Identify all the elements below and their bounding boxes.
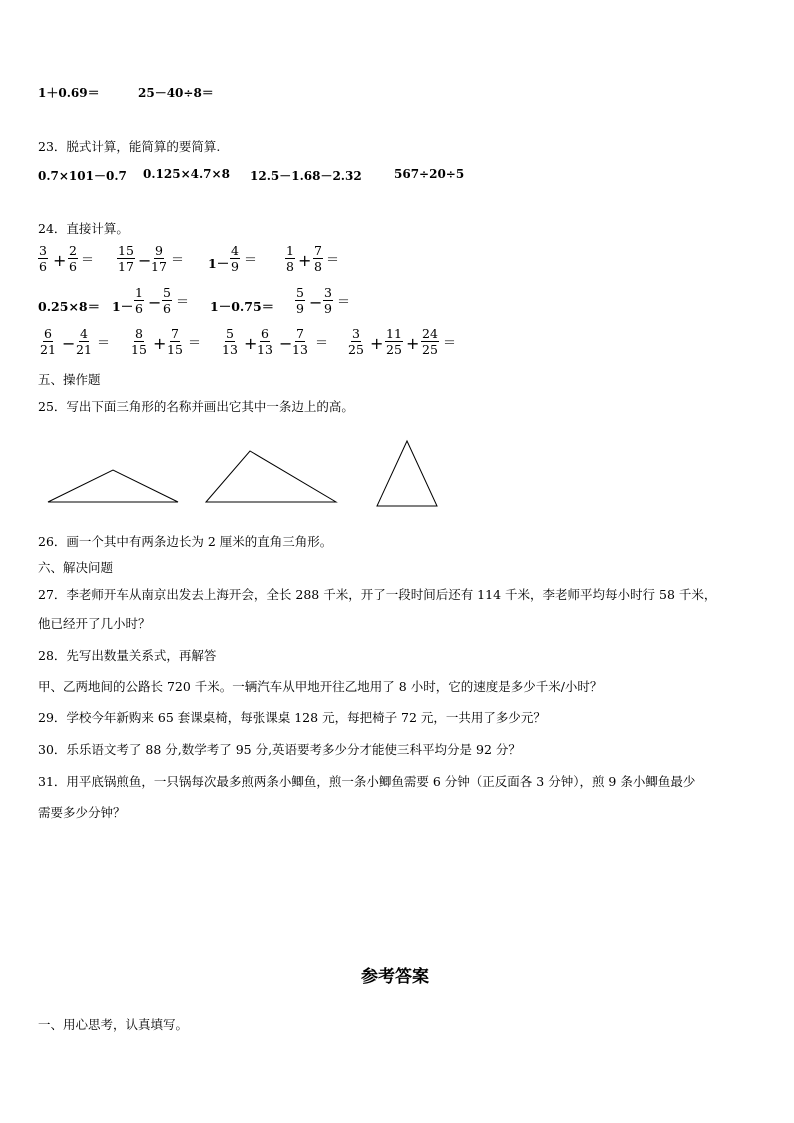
equals-sign: ＝ [97,336,111,351]
plus-sign: + [370,334,384,353]
fraction [134,286,144,315]
acute-triangle [377,441,437,506]
equals-sign: ＝ [337,295,351,310]
numerator: 7 [170,326,179,341]
question-27-line-1: 27．李老师开车从南京出发去上海开会，全长 288 千米，开了一段时间后还有 114 千米，李老师平均每小时行 58 千米， [38,587,717,602]
plus-sign: + [153,334,167,353]
numerator: 9 [154,243,163,258]
numerator: 3 [324,285,332,300]
numerator: 5 [225,326,234,341]
denominator: 6 [69,259,77,274]
expr-1-plus-069: 1＋0.69＝ [38,86,100,100]
fraction [68,244,78,273]
numerator: 6 [43,326,52,341]
minus-sign: − [279,334,293,353]
answers-section-1-heading: 一、用心思考，认真填写。 [38,1017,189,1032]
denominator: 8 [286,259,294,274]
question-26: 26．画一个其中有两条边长为 2 厘米的直角三角形。 [38,534,333,549]
question-28: 28．先写出数量关系式，再解答 [38,648,217,663]
denominator: 21 [40,342,56,357]
answers-title: 参考答案 [361,967,429,987]
equals-sign: ＝ [244,253,258,268]
minus-sign: − [138,251,152,270]
text-1-minus: 1－ [112,299,134,314]
denominator: 6 [135,301,143,316]
fraction [38,244,48,273]
fraction [222,327,238,356]
question-30: 30．乐乐语文考了 88 分,数学考了 95 分,英语要考多少分才能使三科平均分是 92 分？ [38,742,521,757]
equals-sign: ＝ [326,253,340,268]
equals-sign: ＝ [443,336,457,351]
text-1-minus-075: 1－0.75＝ [210,299,275,314]
section-6-heading: 六、解决问题 [38,560,114,575]
fraction [40,327,56,356]
question-31-line-1: 31．用平底锅煎鱼，一只锅每次最多煎两条小鲫鱼，煎一条小鲫鱼需要 6 分钟（正反面各 3 分钟），煎 9 条小鲫鱼最少 [38,774,696,789]
denominator: 13 [292,342,308,357]
fraction [348,327,364,356]
expr-25-minus-40-div-8: 25－40÷8＝ [138,86,214,100]
denominator: 8 [314,259,322,274]
plus-sign: + [244,334,258,353]
denominator: 25 [386,342,402,357]
text-025x8: 0.25×8＝ [38,299,101,314]
plus-sign: + [53,251,67,270]
question-23: 23．脱式计算，能简算的要简算. [38,139,221,154]
numerator: 4 [79,326,88,341]
denominator: 15 [131,342,147,357]
q23-item-3: 12.5－1.68－2.32 [250,169,362,183]
fraction [313,244,323,273]
fraction [230,244,240,273]
minus-sign: − [148,293,162,312]
fraction [385,327,403,356]
numerator: 5 [163,285,171,300]
question-28-problem: 甲、乙两地间的公路长 720 千米。一辆汽车从甲地开往乙地用了 8 小时，它的速度是多少千米/小时？ [38,679,603,694]
numerator: 5 [296,285,304,300]
equals-sign: ＝ [171,253,185,268]
fraction [131,327,147,356]
numerator: 6 [260,326,269,341]
question-31-line-2: 需要多少分钟？ [38,805,126,820]
denominator: 13 [257,342,273,357]
obtuse-triangle [48,470,178,502]
denominator: 25 [348,342,364,357]
fraction [151,244,167,273]
q23-item-4: 567÷20÷5 [394,167,465,181]
numerator: 7 [314,243,322,258]
numerator: 3 [351,326,360,341]
q23-item-2: 0.125×4.7×8 [143,167,230,181]
minus-sign: − [309,293,323,312]
numerator: 8 [134,326,143,341]
section-5-heading: 五、操作题 [38,372,101,387]
fraction [285,244,295,273]
fraction [295,286,305,315]
equals-sign: ＝ [176,295,190,310]
numerator: 11 [386,326,402,341]
denominator: 17 [118,259,134,274]
text-1-minus: 1－ [208,256,230,271]
denominator: 15 [167,342,183,357]
equals-sign: ＝ [188,336,202,351]
fraction [76,327,92,356]
triangles-figure [0,430,794,515]
denominator: 25 [422,342,438,357]
denominator: 9 [324,301,332,316]
numerator: 7 [295,326,304,341]
plus-sign: + [406,334,420,353]
plus-sign: + [298,251,312,270]
right-triangle [206,451,336,502]
numerator: 3 [39,243,47,258]
numerator: 1 [286,243,294,258]
fraction [162,286,172,315]
numerator: 2 [69,243,77,258]
fraction [257,327,273,356]
fraction [323,286,333,315]
equals-sign: ＝ [315,336,329,351]
denominator: 21 [76,342,92,357]
denominator: 9 [296,301,304,316]
question-24: 24．直接计算。 [38,221,129,236]
question-27-line-2: 他已经开了几小时？ [38,616,151,631]
fraction [292,327,308,356]
fraction [167,327,183,356]
denominator: 9 [231,259,239,274]
q23-item-1: 0.7×101－0.7 [38,169,127,183]
fraction [117,244,135,273]
equals-sign: ＝ [81,253,95,268]
denominator: 6 [39,259,47,274]
fraction [421,327,439,356]
question-29: 29．学校今年新购来 65 套课桌椅，每张课桌 128 元，每把椅子 72 元，一共用了多少元？ [38,710,546,725]
minus-sign: − [62,334,76,353]
numerator: 15 [118,243,134,258]
denominator: 17 [151,259,167,274]
numerator: 24 [422,326,438,341]
denominator: 6 [163,301,171,316]
denominator: 13 [222,342,238,357]
numerator: 4 [231,243,239,258]
numerator: 1 [135,285,143,300]
question-25: 25．写出下面三角形的名称并画出它其中一条边上的高。 [38,399,354,414]
